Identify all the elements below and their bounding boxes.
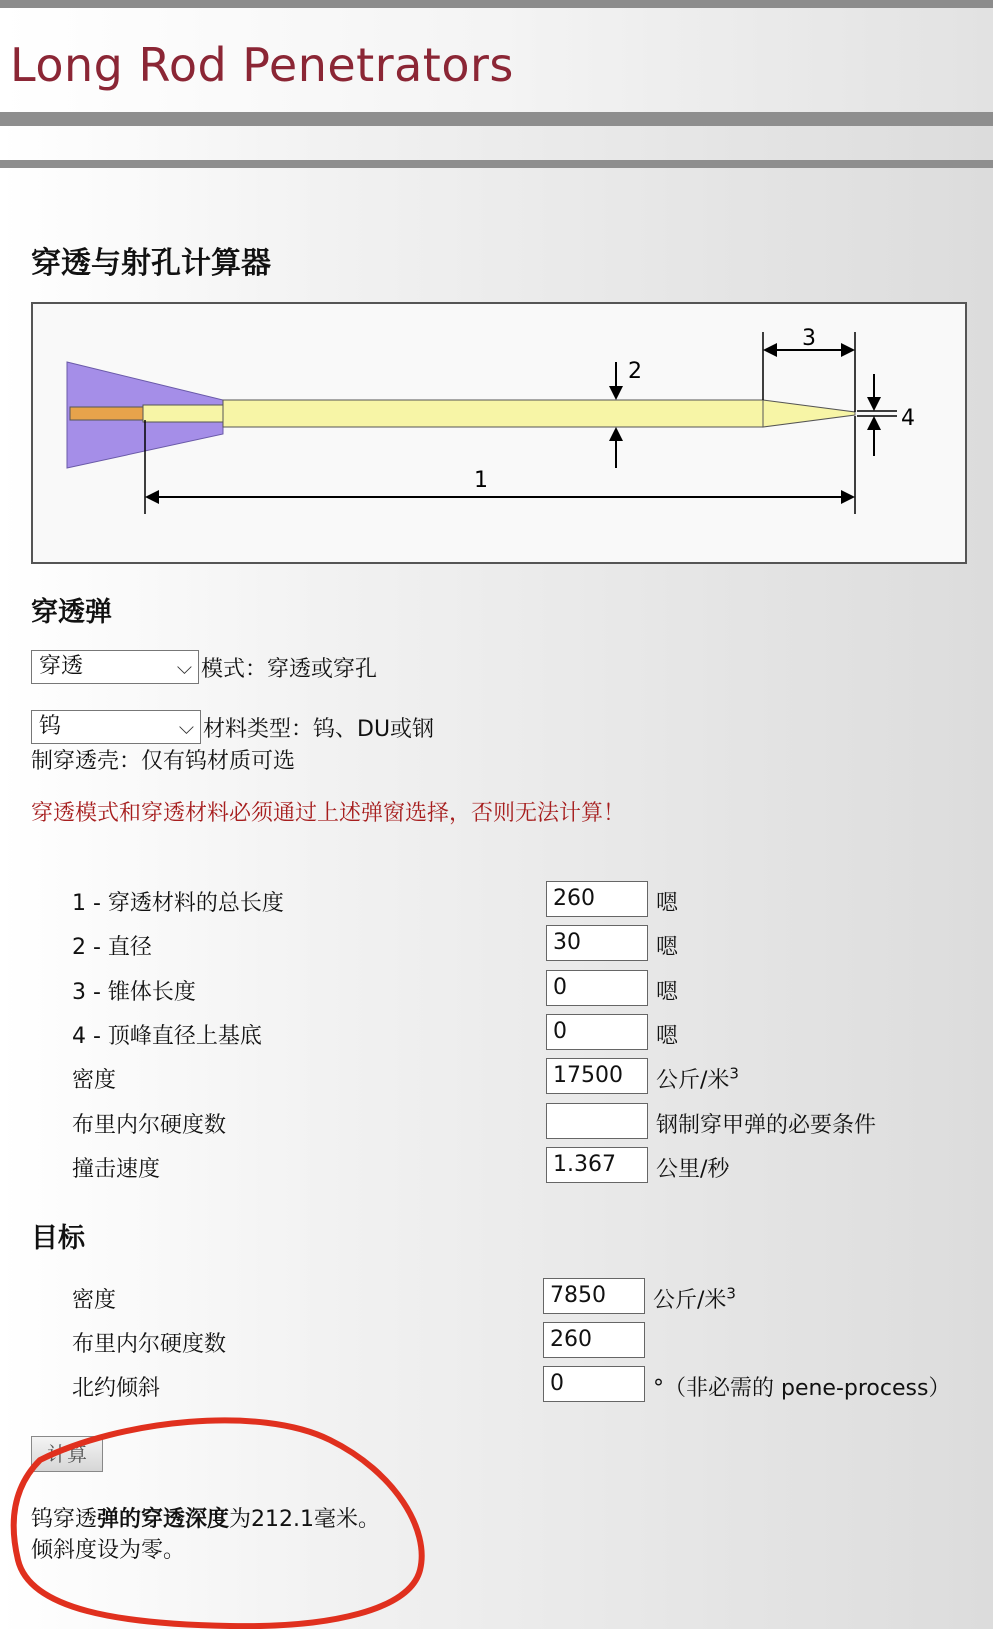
density-input[interactable]: 17500 — [546, 1058, 648, 1094]
mode-select[interactable] — [31, 650, 199, 684]
velocity-input[interactable]: 1.367 — [546, 1147, 648, 1183]
field-label: 密度 — [72, 1068, 117, 1093]
tip-diameter-input[interactable]: 0 — [546, 1014, 648, 1050]
field-label: 布里内尔硬度数 — [72, 1113, 227, 1138]
length-input[interactable]: 260 — [546, 881, 648, 917]
mode-select-value: 穿透 — [39, 654, 84, 679]
warning-text: 穿透模式和穿透材料必须通过上述弹窗选择，否则无法计算！ — [31, 801, 626, 826]
penetrator-section-title: 穿透弹 — [31, 597, 112, 628]
sabot-shape — [143, 405, 223, 422]
target-brinell-input[interactable]: 260 — [543, 1322, 645, 1358]
dim-label-3: 3 — [802, 326, 816, 351]
material-note: 材料类型：钨、DU或钢 — [203, 717, 435, 742]
result-line-2: 倾斜度设为零。 — [31, 1538, 186, 1563]
field-unit: 公斤/米$^3$ — [653, 1284, 736, 1313]
annotation-circle — [0, 1400, 993, 1629]
field-unit: 嗯 — [656, 980, 679, 1005]
chevron-down-icon: ⌵ — [176, 655, 192, 679]
field-unit: 嗯 — [656, 891, 679, 916]
field-label: 2 - 直径 — [72, 935, 152, 960]
penetrator-diagram — [31, 302, 967, 564]
field-unit: °（非必需的 pene-process） — [653, 1376, 951, 1401]
dim-label-2: 2 — [628, 359, 642, 384]
dim-label-1: 1 — [474, 468, 488, 493]
mode-note: 模式：穿透或穿孔 — [201, 657, 378, 682]
core-shape — [70, 407, 143, 420]
field-unit: 公里/秒 — [656, 1157, 730, 1182]
field-unit: 公斤/米$^3$ — [656, 1064, 739, 1093]
header-banner — [0, 8, 993, 112]
field-label: 密度 — [72, 1288, 117, 1313]
field-label: 撞击速度 — [72, 1157, 161, 1182]
result-line-1: 钨穿透弹的穿透深度为212.1毫米。 — [31, 1507, 381, 1532]
field-unit: 钢制穿甲弹的必要条件 — [656, 1113, 877, 1138]
dim-label-4: 4 — [901, 406, 915, 431]
brinell-input[interactable] — [546, 1103, 648, 1139]
diameter-input[interactable]: 30 — [546, 925, 648, 961]
cone-length-input[interactable]: 0 — [546, 970, 648, 1006]
field-label: 3 - 锥体长度 — [72, 980, 196, 1005]
field-unit: 嗯 — [656, 1024, 679, 1049]
material-select-value: 钨 — [39, 714, 62, 739]
page-title: 穿透与射孔计算器 — [31, 246, 271, 281]
field-label: 1 - 穿透材料的总长度 — [72, 891, 284, 916]
rod-shape — [223, 400, 763, 427]
chevron-down-icon: ⌵ — [178, 715, 194, 739]
site-title: Long Rod Penetrators — [10, 38, 514, 92]
divider — [0, 160, 993, 168]
obliquity-input[interactable]: 0 — [543, 1366, 645, 1402]
target-density-input[interactable]: 7850 — [543, 1278, 645, 1314]
material-select[interactable] — [31, 710, 201, 744]
target-section-title: 目标 — [31, 1223, 85, 1254]
field-unit: 嗯 — [656, 935, 679, 960]
penetrator-diagram-svg — [33, 304, 965, 562]
top-bar — [0, 0, 993, 8]
calculate-button[interactable]: 计算 — [31, 1436, 103, 1472]
divider — [0, 112, 993, 126]
field-label: 北约倾斜 — [72, 1376, 161, 1401]
field-label: 4 - 顶峰直径上基底 — [72, 1024, 262, 1049]
shell-note: 制穿透壳：仅有钨材质可选 — [31, 749, 296, 774]
field-label: 布里内尔硬度数 — [72, 1332, 227, 1357]
cone-shape — [763, 400, 855, 427]
